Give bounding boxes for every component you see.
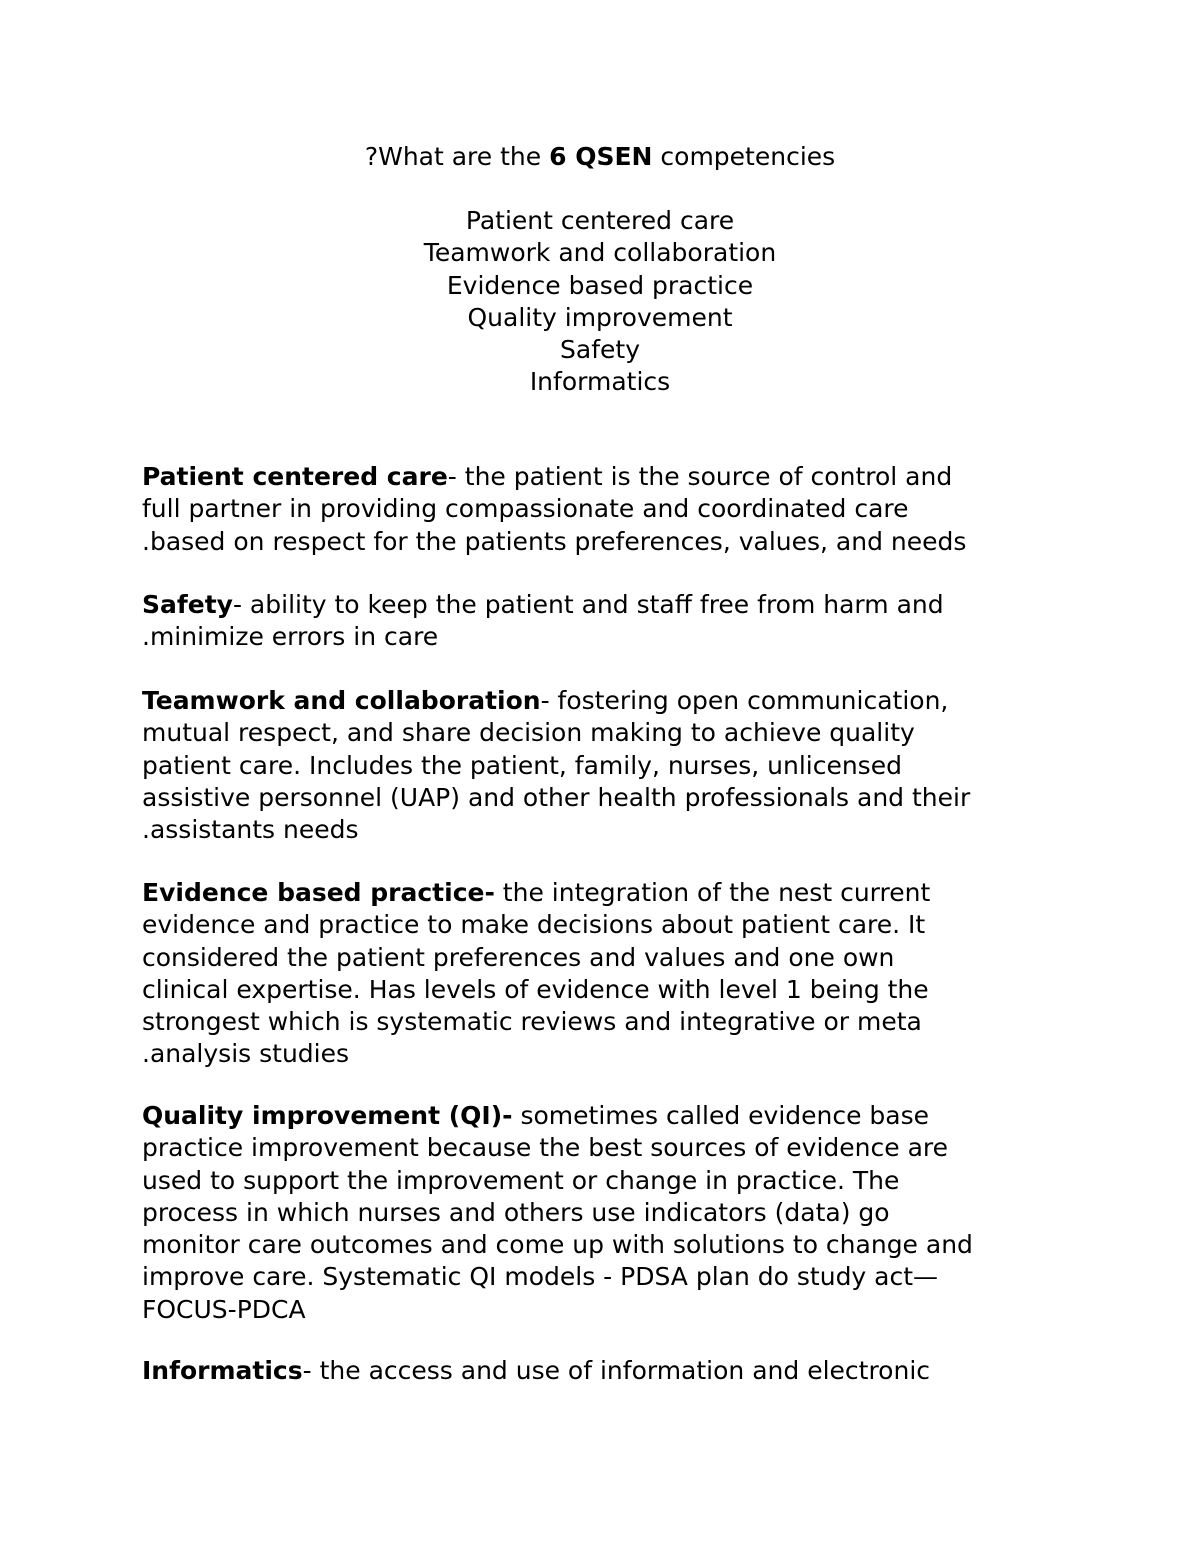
section-text: the integration of the nest current — [494, 878, 931, 907]
section-text: .based on respect for the patients preferences, values, and needs — [142, 526, 967, 556]
section-teamwork — [142, 685, 1072, 846]
competency-list-item: Informatics — [529, 367, 671, 397]
section-text: - the patient is the source of control and — [447, 462, 953, 491]
section-term: Evidence based practice- — [142, 878, 495, 907]
section-text: clinical expertise. Has levels of evidence with level 1 being the — [142, 974, 929, 1004]
section-text: mutual respect, and share decision making to achieve quality — [142, 718, 915, 748]
section-text: practice improvement because the best sources of evidence are — [142, 1133, 948, 1163]
section-evidence-based-practice — [142, 877, 1072, 1071]
section-text: considered the patient preferences and values and one own — [142, 942, 895, 972]
competency-list-item: Quality improvement — [467, 302, 733, 332]
section-text: evidence and practice to make decisions about patient care. It — [142, 910, 926, 940]
competency-list-item: Evidence based practice — [446, 270, 754, 300]
section-term: Quality improvement (QI)- — [142, 1101, 513, 1130]
section-text: strongest which is systematic reviews and integrative or meta — [142, 1007, 922, 1037]
competency-list-item: Patient centered care — [465, 206, 735, 235]
section-text: - fostering open communication, — [540, 686, 949, 715]
competency-list — [0, 205, 1200, 399]
section-text: .minimize errors in care — [142, 622, 439, 652]
section-text: assistive personnel (UAP) and other health professionals and their — [142, 782, 971, 812]
section-text: - the access and use of information and electronic — [302, 1356, 931, 1385]
heading-prefix: ?What are the — [364, 142, 550, 171]
section-term: Informatics — [142, 1356, 303, 1385]
section-text: improve care. Systematic QI models - PDSA plan do study act— — [142, 1262, 939, 1292]
section-term: Patient centered care — [142, 462, 448, 491]
section-text: .assistants needs — [142, 815, 359, 845]
heading-bold: 6 QSEN — [549, 142, 653, 171]
section-text: patient care. Includes the patient, family, nurses, unlicensed — [142, 750, 902, 780]
section-text: full partner in providing compassionate and coordinated care — [142, 494, 909, 524]
section-text: process in which nurses and others use indicators (data) go — [142, 1197, 890, 1227]
section-term: Safety — [142, 590, 233, 619]
section-text: monitor care outcomes and come up with solutions to change and — [142, 1230, 973, 1260]
section-safety — [142, 589, 1072, 654]
section-text: - ability to keep the patient and staff free from harm and — [232, 590, 944, 619]
section-text: used to support the improvement or change in practice. The — [142, 1165, 900, 1195]
section-text: .analysis studies — [142, 1039, 350, 1069]
section-quality-improvement — [142, 1100, 1072, 1326]
section-patient-centered-care — [142, 461, 1072, 558]
section-term: Teamwork and collaboration — [142, 686, 541, 715]
competency-list-item: Safety — [560, 335, 640, 365]
section-informatics — [142, 1355, 1072, 1387]
question-heading — [0, 141, 1200, 173]
competency-list-item: Teamwork and collaboration — [423, 238, 777, 268]
heading-suffix: competencies — [652, 142, 836, 171]
section-text: FOCUS-PDCA — [142, 1294, 306, 1324]
section-text: sometimes called evidence base — [512, 1101, 930, 1130]
